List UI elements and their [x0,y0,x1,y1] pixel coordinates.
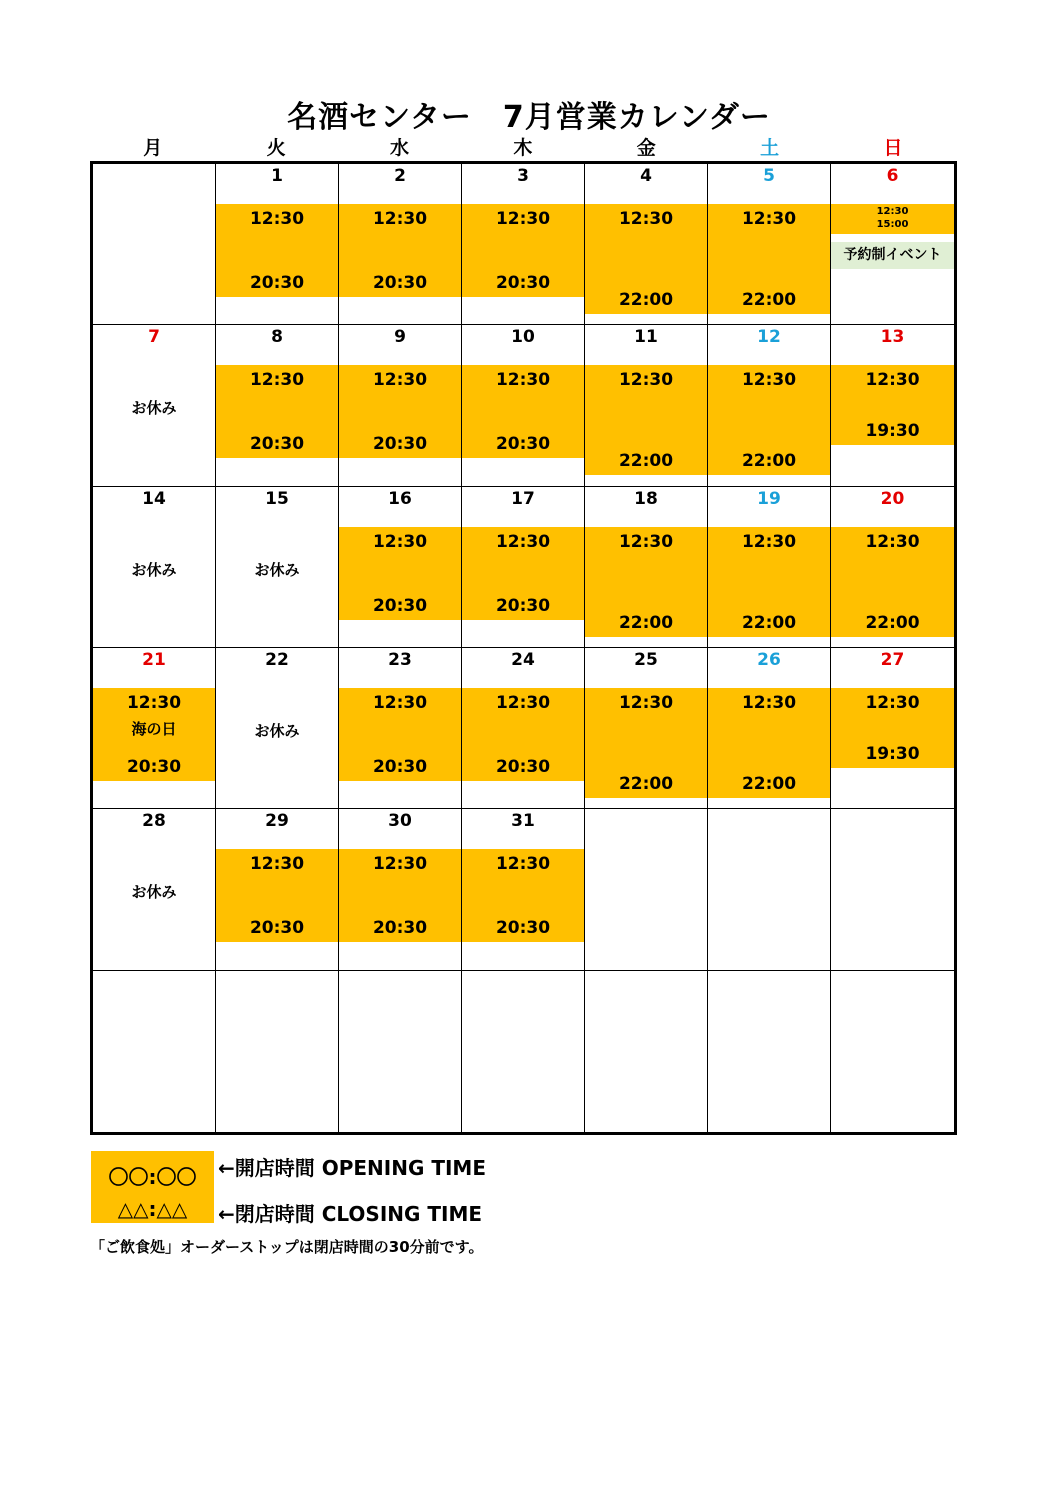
opening-time: 12:30 [495,854,551,875]
hours-block [339,849,461,942]
closing-time: 20:30 [495,273,551,293]
legend-open-swatch [91,1151,214,1197]
calendar-cell [339,487,462,648]
closing-time: 20:30 [495,918,551,939]
day-number: 27 [880,649,905,670]
calendar-cell [708,325,831,486]
closing-time: 20:30 [495,595,551,616]
calendar-cell [462,971,585,1132]
day-number: 18 [634,488,658,509]
calendar-cell [93,809,216,970]
closed-label: お休み [254,721,300,740]
opening-time: 12:30 [741,692,797,713]
opening-time: 12:30 [741,209,797,229]
day-number: 23 [388,649,412,670]
calendar-cell [93,325,216,486]
closing-time: 22:00 [741,612,797,633]
closing-time: 22:00 [618,773,674,794]
opening-time: 12:30 [372,370,428,391]
opening-time: 12:30 [126,692,182,713]
hours-block [585,365,707,475]
calendar-cell [462,164,585,325]
event-label: 予約制イベント [831,242,954,269]
hours-block [216,365,338,458]
day-number: 21 [142,649,166,670]
weekday-sat: 土 [760,137,780,159]
calendar-cell [708,487,831,648]
opening-time: 12:30 [495,692,551,713]
opening-time: 12:30 [618,531,674,552]
opening-time: 12:30 [495,370,551,391]
day-number: 1 [271,166,283,186]
calendar-cell [216,487,339,648]
opening-time: 12:30 [372,209,428,229]
calendar-cell [708,971,831,1132]
hours-block [585,527,707,637]
calendar-cell [216,325,339,486]
hours-block [708,527,830,637]
opening-time: 12:30 [865,370,920,391]
calendar-cell [708,648,831,809]
calendar-cell [462,487,585,648]
calendar-cell [585,487,708,648]
calendar-cell [585,648,708,809]
closing-time: 22:00 [741,290,797,310]
calendar-cell [93,164,216,325]
day-number: 12 [757,327,781,348]
day-number: 30 [388,811,412,832]
weekday-fri: 金 [636,137,656,159]
opening-time: 12:30 [865,531,920,552]
calendar-cell [93,971,216,1132]
opening-time: 12:30 [372,531,428,552]
calendar-cell [831,971,954,1132]
hours-block [462,365,584,458]
day-number: 2 [394,166,406,186]
day-number: 31 [511,811,535,832]
hours-block [339,204,461,297]
closing-time: 20:30 [126,756,182,777]
opening-time: 12:30 [495,209,551,229]
calendar-cell [708,164,831,325]
hours-block [216,849,338,942]
hours-block [339,365,461,458]
closing-time: 20:30 [249,434,305,455]
hours-block [831,527,954,637]
calendar-cell [708,809,831,970]
page-title: 名酒センター 7月営業カレンダー [287,100,771,135]
day-number: 4 [640,166,652,186]
opening-time: 12:30 [618,692,674,713]
closing-time: 22:00 [618,451,674,472]
calendar-cell [831,164,954,325]
opening-time: 12:30 [741,531,797,552]
legend-close-text: ←閉店時間 CLOSING TIME [218,1202,483,1226]
calendar-cell [93,487,216,648]
day-number: 14 [142,488,166,509]
closed-label: お休み [131,399,177,418]
day-number: 16 [388,488,412,509]
calendar-cell [339,648,462,809]
closing-time: 20:30 [372,273,428,293]
weekday-thu: 木 [513,137,533,159]
closing-time: 19:30 [865,743,920,764]
calendar-cell [585,325,708,486]
closing-time: 20:30 [372,595,428,616]
closing-time: 20:30 [495,756,551,777]
closed-label: お休み [131,883,177,902]
calendar-cell [831,809,954,970]
day-number: 10 [511,327,535,348]
calendar-cell [216,971,339,1132]
day-number: 11 [634,327,658,348]
calendar-cell [339,809,462,970]
closed-label: お休み [254,560,300,579]
opening-time: 12:30 [618,370,674,391]
footnote: 「ご飲食処」オーダーストップは閉店時間の30分前です。 [90,1238,484,1256]
day-number: 22 [265,649,289,670]
hours-block [585,688,707,798]
day-number: 13 [880,327,905,348]
day-number: 17 [511,488,535,509]
closing-time: 20:30 [249,273,305,293]
calendar-cell [216,164,339,325]
legend-open-symbol: 〇〇:〇〇 [108,1165,197,1189]
day-number: 19 [757,488,781,509]
closing-time: 22:00 [865,612,920,633]
hours-block [462,204,584,297]
day-number: 3 [517,166,529,186]
closing-time: 22:00 [741,451,797,472]
calendar-cell [216,648,339,809]
calendar-cell [831,487,954,648]
calendar-cell [462,648,585,809]
weekday-tue: 火 [266,137,286,159]
opening-time: 12:30 [876,206,909,217]
opening-time: 12:30 [372,854,428,875]
legend-close-swatch [91,1197,214,1223]
closing-time: 15:00 [876,219,909,230]
day-number: 7 [148,327,160,348]
hours-block [708,688,830,798]
holiday-note: 海の日 [131,719,177,738]
calendar-cell [93,648,216,809]
closing-time: 20:30 [249,918,305,939]
calendar-cell [585,809,708,970]
weekday-header [91,136,955,160]
day-number: 6 [886,166,899,186]
calendar-cell [339,164,462,325]
calendar-cell [462,325,585,486]
closing-time: 22:00 [618,290,674,310]
closing-time: 20:30 [372,918,428,939]
hours-block [708,365,830,475]
hours-block [339,688,461,781]
day-number: 25 [634,649,658,670]
opening-time: 12:30 [249,854,305,875]
day-number: 24 [511,649,535,670]
opening-time: 12:30 [618,209,674,229]
day-number: 9 [394,327,406,348]
hours-block [93,688,215,781]
closing-time: 19:30 [865,421,920,442]
hours-block [216,204,338,297]
calendar-cell [216,809,339,970]
weekday-wed: 水 [389,137,409,159]
day-number: 26 [757,649,781,670]
hours-block [831,688,954,768]
hours-block [585,204,707,314]
hours-block [708,204,830,314]
hours-block [831,204,954,234]
hours-block [831,365,954,445]
calendar-cell [462,809,585,970]
hours-block [339,527,461,620]
closing-time: 20:30 [372,434,428,455]
hours-block [462,688,584,781]
opening-time: 12:30 [372,692,428,713]
calendar-cell [831,325,954,486]
day-number: 20 [880,488,905,509]
opening-time: 12:30 [865,692,920,713]
closing-time: 20:30 [372,756,428,777]
weekday-mon: 月 [143,137,163,159]
weekday-sun: 日 [883,137,903,159]
calendar-cell [831,648,954,809]
day-number: 28 [142,811,166,832]
opening-time: 12:30 [495,531,551,552]
calendar-cell [585,971,708,1132]
calendar-grid [90,161,957,1135]
legend-close-symbol: △△:△△ [117,1197,188,1221]
hours-block [462,849,584,942]
opening-time: 12:30 [249,370,305,391]
calendar-cell [339,325,462,486]
event-times [831,205,954,231]
day-number: 5 [763,166,775,186]
calendar-cell [585,164,708,325]
closing-time: 22:00 [618,612,674,633]
opening-time: 12:30 [249,209,305,229]
day-number: 15 [265,488,289,509]
day-number: 29 [265,811,289,832]
closed-label: お休み [131,560,177,579]
closing-time: 22:00 [741,773,797,794]
hours-block [462,527,584,620]
legend-open-text: ←開店時間 OPENING TIME [218,1156,486,1180]
closing-time: 20:30 [495,434,551,455]
calendar-cell [339,971,462,1132]
day-number: 8 [271,327,283,348]
opening-time: 12:30 [741,370,797,391]
